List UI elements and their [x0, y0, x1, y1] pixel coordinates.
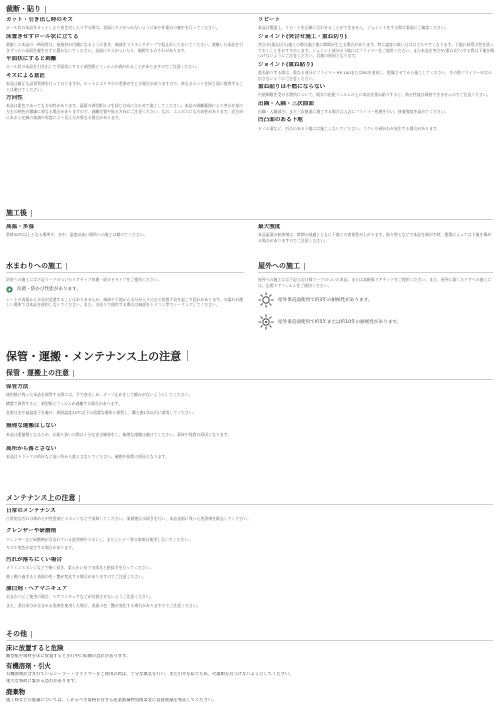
maintenance-section-header — [6, 493, 80, 503]
storage-content — [6, 384, 494, 462]
body-text: タイル面など、凹凸のある下地には施工しないでください。フクレや剥がれが発生する場合があります。 — [258, 125, 441, 131]
weather-5-10yr-mark — [258, 314, 494, 330]
water-column — [6, 277, 244, 310]
body-text: ロール状の本品をカットしたり巻き戻したりする際は、表面にキズがつかないように床や作業台の養生を行ってください。 — [6, 25, 220, 31]
body-text: 本品は素色であっても方向性があります。裏面の剥型紙ロゴを同じ方向に合わせて施工してください。本品の剥離範囲により突合せ部の左右の柄色が微細に異なる場合がありますので、剥離位置や貼る方向にご注意ください。なお、エンボスにも方向性があります。近方向にあると光線の加減や角度により見え方が異なる場合があります。 — [6, 103, 243, 120]
body-text: クレンザーなど研磨剤が含まれている洗浄剤やスポンジ、またシンナー等の溶剤は使用しないでください。 — [6, 536, 193, 542]
body-text: ロール状の本品を引き出して平面状にすると剥型紙とフィルムが剥がれることがありますのでご注意ください。 — [6, 64, 200, 70]
body-text: また、漂白成分が含まれる洗剤を使用した場合、表面の色・艶が変化する場合がありますのでご注意ください。 — [6, 602, 201, 608]
subheading: 日常のメンテナンス — [6, 508, 56, 514]
section-title: 保管・運搬上の注意 — [6, 369, 69, 377]
divider — [6, 640, 493, 641]
construction-section-header — [6, 208, 32, 218]
weather-3yr-text: 屋外垂直面使用で約3年の耐候性があります。 — [278, 298, 373, 304]
water-section-header — [6, 261, 67, 271]
body-text: 本品裏面の粘着剤は、時間の経過とともに下地との密着性が上がります。貼り替えなどで本品を剥がす時、建築によっては下地を傷める場合がありますのでご注意ください。 — [258, 232, 492, 244]
subheading: 汚れが落ちにくい場合 — [6, 556, 62, 563]
section-title: 水まわりへの施工 — [6, 262, 62, 270]
body-text: 施工時などの廃棄については、しかるべき資格を有する産業廃棄物処理業者に直接廃棄を委託してください。 — [6, 697, 217, 703]
subheading: ジョイント(重ね貼り) — [258, 61, 314, 68]
body-text: 本品は製造上、リピートを正確に合わせることができません。ジョイントをする際は事前にご確認ください。 — [258, 25, 449, 31]
section-title: 裁断・貼り — [6, 5, 41, 13]
body-text: 本品は重量物となるため、お取り扱いの際は十分な安全確保をし、無理な運搬は避けてください。事故や怪我の原因となります。 — [6, 431, 232, 437]
cutting-left-column — [6, 17, 244, 123]
body-text: シートの表面から水分が浸透することはありませんが、端部や下地から水分が入り込むと装着不良を起こす恐れがあります。水濡れが激しい場所では本品を使用しないでください。また、水回りで使用する場合は端部をシリコン等でシーリングしてください。 — [6, 296, 244, 308]
outdoor-section-header — [258, 261, 305, 271]
outdoor-column — [258, 277, 494, 334]
weather-5-10yr-text: 屋外垂直面使用で約5年または約10年の耐候性があります。 — [278, 320, 402, 326]
other-section-header — [6, 629, 32, 639]
subheading: 保管方法 — [6, 384, 29, 390]
divider — [6, 504, 493, 505]
subheading: 最大強度 — [258, 224, 281, 230]
body-text: 常時50℃以上となる場所や、水中、湿度が高い場所への施工は避けてください。 — [6, 232, 148, 238]
body-text: 重ね貼りする際は、重なる部分にプライマー RP-100またはRSを塗布し、乾燥させてから施工してください。その際プライマーがはみ出さないようにご注意ください。 — [258, 70, 492, 81]
divider — [6, 379, 493, 380]
body-text: 横置で保管すると、剥型紙とフィルムが剥離する場合があります。 — [6, 401, 122, 407]
weather-3yr-mark — [258, 292, 494, 308]
antibacterial-mark-icon — [6, 286, 13, 293]
subheading: 平面状にすると剥離 — [6, 55, 57, 62]
main-title — [6, 348, 188, 364]
subheading: クレンザーや研磨剤 — [6, 528, 57, 535]
subheading: ジョイント(突合せ施工・重ね切り) — [258, 33, 347, 40]
body-text: 使用後に残った本品を保管する際には、手で巻きしめ、テープ止めをして緩みがないようにしてください。 — [6, 392, 193, 398]
subheading: カット・引き出し時のキズ — [6, 17, 73, 23]
divider — [6, 219, 493, 220]
divider — [6, 13, 493, 14]
subheading: 凹凸面のある下地 — [258, 117, 303, 124]
body-text: 本品はトラックの荷台など高い所から落とさないでください。破損や怪我の原因となります。 — [6, 454, 170, 460]
subheading: キズによる意匠 — [6, 72, 46, 79]
subheading: 出隅・入隅・三次曲面 — [258, 100, 314, 107]
body-text: 突合せ(重ね切り)施工の際は施工後に隙間が生じる場合があります。特に温度の低い日は日立ちやすくなります。下地に同系の色を塗っておくことをおすすめします。ジョイント部分の下地にはプライマーをご使用ください。また本品を突合せ(重ね切り)する際は下地を傷つけないようにご注意ください。目地の原因となります。 — [258, 42, 494, 59]
body-text: 重大な事故に繋がる恐れがあります。 — [6, 679, 79, 685]
cutting-right-column — [258, 17, 494, 134]
body-text: 内装制限を受ける箇所について、既存の化粧フィルムの上に本品を重ね貼りすると、防火性能は保持できませんのでご注意ください。 — [258, 92, 491, 98]
section-title: 屋外への施工 — [258, 262, 300, 270]
subheading: 方向性 — [6, 94, 23, 101]
sun-icon — [258, 314, 274, 330]
body-text: 水まわりにご使用の場合、ヘアマニキュアなどが付着させないようご注意ください。 — [6, 594, 154, 600]
body-text: 出隅・入隅部分、また三次曲面に施工する場合は入念にプライマー処理を行い、接着強度を高めてください。 — [258, 109, 449, 115]
antibacterial-badge — [6, 286, 244, 293]
subheading: 漂白剤・ヘアマニキュア — [6, 585, 68, 592]
subheading: 廃棄物 — [6, 688, 26, 697]
maintenance-content — [6, 508, 494, 611]
construction-right — [258, 224, 494, 246]
section-title: メンテナンス上の注意 — [6, 494, 76, 502]
body-text: 離型紙や端材を床に放置すると歩行中に転倒の恐れがあります。 — [6, 653, 131, 659]
subheading: 重ね貼りは不燃にならない — [258, 83, 326, 90]
divider — [6, 272, 244, 273]
body-text: 浴室への施工には下記マークのついたリアテック抗菌・防カビタイプをご使用ください。 — [6, 277, 162, 282]
subheading: 無理な運搬はしない — [6, 423, 57, 430]
body-text: 直射日光や高温度下を避け、周囲温度35℃以下の清潔な場所に保管し、購入後1年以内に使用してください。 — [6, 409, 197, 415]
construction-left — [6, 224, 244, 241]
body-text: 有機溶剤が含まれているシーラー・プライマーをご使用の際は、十分な換気を行い、また引火を防ぐため、火器類を近づけないようにしてください。 — [6, 671, 294, 677]
body-text: 本品は厳正な品質管理を行っておりますが、ロットにより多少の差異が生じる場合がありますので、異なるロットを同じ面に使用することは避けてください。 — [6, 81, 244, 92]
badge-text: 抗菌・防かび性能があります。 — [17, 287, 81, 293]
subheading: リピート — [258, 17, 281, 23]
other-content — [6, 644, 494, 706]
sun-icon — [258, 292, 274, 308]
body-text: 日常的な汚れは薄めた中性洗剤とスポンジなどで清掃してください。清掃後は水拭きを行い、本品表面に残った洗浄剤を除去してください。 — [6, 516, 252, 522]
subheading: 床に放置すると危険 — [6, 644, 64, 652]
subheading: 高所から落とさない — [6, 445, 57, 452]
body-text: 裁断した本品の一時保管は、屋根材が内側になるように巻き、端部をマスキングテープで仮止めしておいてください。裁断した本品を引きずったり床面を養生せずに置かないでください。表面にキズがついたり、破損するおそれがあります。 — [6, 42, 243, 53]
section-title: その他 — [6, 630, 27, 638]
subheading: 有機溶剤・引火 — [6, 662, 51, 671]
main-title-text: 保管・運搬・メンテナンス上の注意 — [6, 350, 182, 363]
divider — [258, 272, 493, 273]
body-text: 強く擦り過ぎると表面の色・艶が変化する場合がありますのでご注意ください。 — [6, 574, 147, 580]
body-text: 屋外への施工には下記のお日様マークのついた本品、または高耐候リアテックをご使用ください。また、屋外に面したドアへの施工には、玄関ドアフィルムをご使用ください。 — [258, 277, 492, 288]
section-title: 施工後 — [6, 209, 27, 217]
body-text: キズや変色が発生する場合があります。 — [6, 545, 76, 551]
subheading: 高温・多湿 — [6, 224, 34, 230]
body-text: メラミンスポンジなどで軽く拭き、柔らかい布で水拭きと乾拭きを行ってください。 — [6, 565, 154, 571]
subheading: 床置きせずロール状に立てる — [6, 33, 79, 40]
storage-section-header — [6, 368, 74, 378]
